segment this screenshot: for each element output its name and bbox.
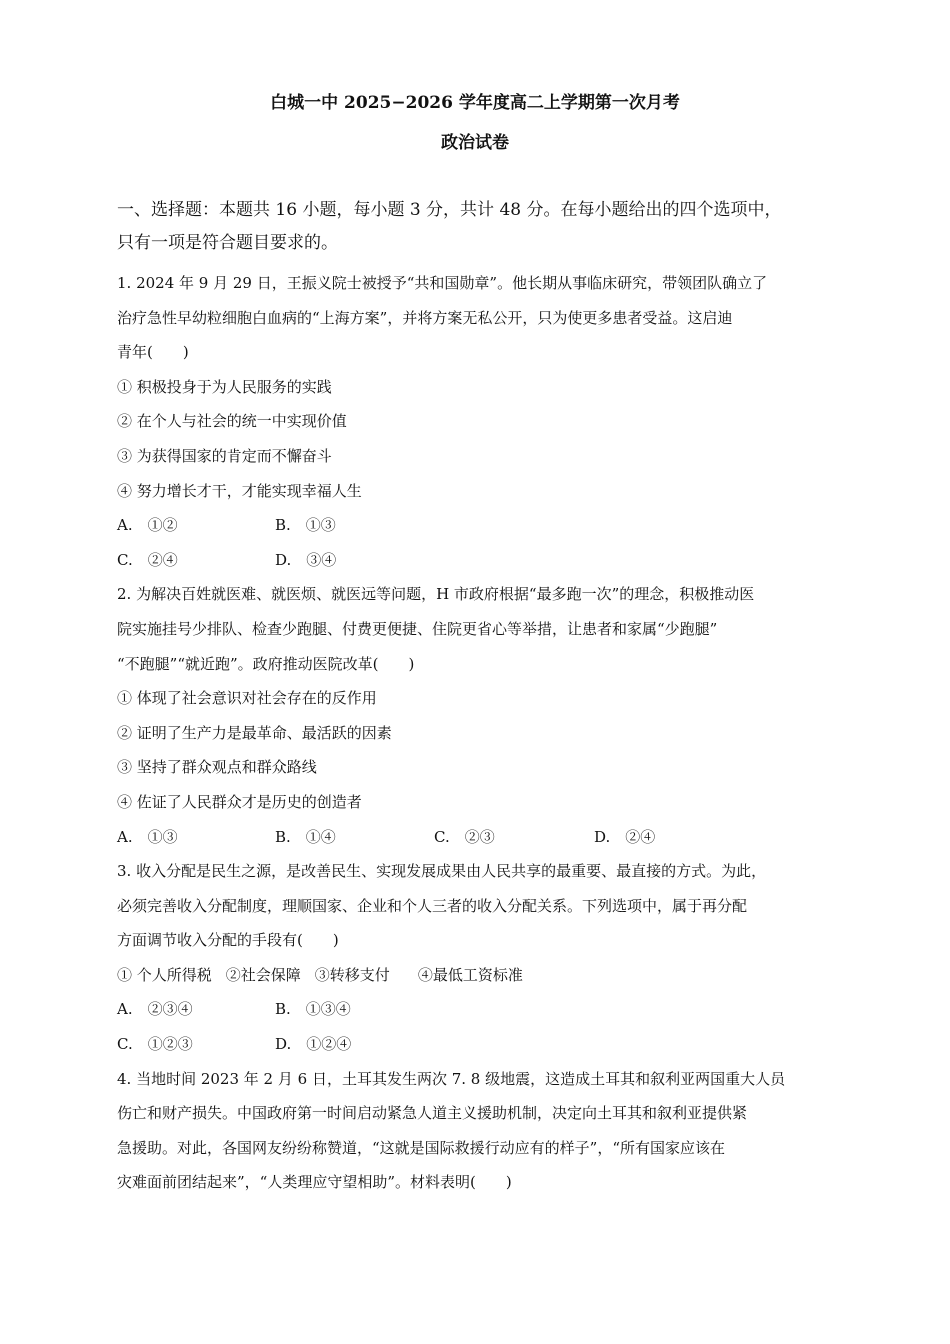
question-stem-line: 灾难面前团结起来”，“人类理应守望相助”。材料表明( ): [117, 1173, 512, 1192]
options-row: [117, 543, 842, 578]
question-3: [117, 854, 842, 1062]
option-d: D. ①②④: [275, 1035, 352, 1054]
options-row: [117, 508, 842, 543]
option-b: B. ①③: [275, 516, 336, 535]
option-c: C. ②③: [434, 827, 495, 846]
statement: ③转移支付: [314, 965, 390, 984]
options-row: [117, 992, 842, 1027]
statement: ① 个人所得税: [117, 965, 212, 984]
statement: ④ 努力增长才干，才能实现幸福人生: [117, 481, 362, 500]
statement: ② 在个人与社会的统一中实现价值: [117, 412, 347, 431]
statement: ③ 为获得国家的肯定而不懈奋斗: [117, 446, 332, 465]
statements-inline: [117, 958, 842, 993]
section-line-1: 一、选择题：本题共 16 小题，每小题 3 分，共计 48 分。在每小题给出的四个选项中，: [117, 200, 782, 220]
statement: ④ 佐证了人民群众才是历史的创造者: [117, 792, 362, 811]
option-a: A. ①③: [117, 827, 178, 846]
exam-title: 白城一中 2025−2026 学年度高二上学期第一次月考: [270, 93, 680, 113]
option-d: D. ③④: [275, 550, 337, 569]
option-a: A. ②③④: [117, 1000, 193, 1019]
statement: ③ 坚持了群众观点和群众路线: [117, 758, 317, 777]
question-stem-line: 伤亡和财产损失。中国政府第一时间启动紧急人道主义援助机制，决定向土耳其和叙利亚提供紧: [117, 1104, 748, 1123]
question-2: [117, 577, 842, 854]
question-stem-line: 治疗急性早幼粒细胞白血病的“上海方案”，并将方案无私公开，只为使更多患者受益。这启迪: [117, 308, 733, 327]
option-c: C. ①②③: [117, 1035, 193, 1054]
statement: ① 积极投身于为人民服务的实践: [117, 377, 332, 396]
statement: ④最低工资标准: [417, 965, 523, 984]
question-stem-line: 2. 为解决百姓就医难、就医烦、就医远等问题，H 市政府根据“最多跑一次”的理念，积极推动医: [117, 585, 755, 604]
option-b: B. ①③④: [275, 1000, 351, 1019]
options-row: [117, 1027, 842, 1062]
statement: ②社会保障: [225, 965, 301, 984]
question-stem-line: 青年( ): [117, 343, 189, 362]
option-a: A. ①②: [117, 516, 178, 535]
option-b: B. ①④: [275, 827, 336, 846]
section-line-2: 只有一项是符合题目要求的。: [117, 233, 338, 253]
statement: ② 证明了生产力是最革命、最活跃的因素: [117, 723, 392, 742]
question-list: [117, 266, 842, 1200]
section-heading: [117, 194, 847, 260]
question-stem-line: 3. 收入分配是民生之源，是改善民生、实现发展成果由人民共享的最重要、最直接的方式。为此，: [117, 862, 767, 881]
question-stem-line: 4. 当地时间 2023 年 2 月 6 日，土耳其发生两次 7. 8 级地震，这造成土耳其和叙利亚两国重大人员: [117, 1069, 786, 1088]
statement: ① 体现了社会意识对社会存在的反作用: [117, 689, 377, 708]
option-d: D. ②④: [594, 827, 656, 846]
question-stem-line: 1. 2024 年 9 月 29 日，王振义院士被授予“共和国勋章”。他长期从事临床研究，带领团队确立了: [117, 274, 768, 292]
question-stem-line: 方面调节收入分配的手段有( ): [117, 931, 339, 950]
options-row: [117, 820, 842, 855]
option-c: C. ②④: [117, 550, 178, 569]
question-stem-line: 急援助。对此，各国网友纷纷称赞道，“这就是国际救援行动应有的样子”，“所有国家应该在: [117, 1138, 726, 1157]
question-4: [117, 1062, 842, 1200]
question-1: [117, 266, 842, 577]
exam-subject: 政治试卷: [441, 133, 509, 153]
question-stem-line: 必须完善收入分配制度，理顺国家、企业和个人三者的收入分配关系。下列选项中，属于再分配: [117, 896, 748, 915]
question-stem-line: 院实施挂号少排队、检查少跑腿、付费更便捷、住院更省心等举措，让患者和家属“少跑腿”: [117, 619, 718, 638]
question-stem-line: “不跑腿”“就近跑”。政府推动医院改革( ): [117, 654, 415, 673]
